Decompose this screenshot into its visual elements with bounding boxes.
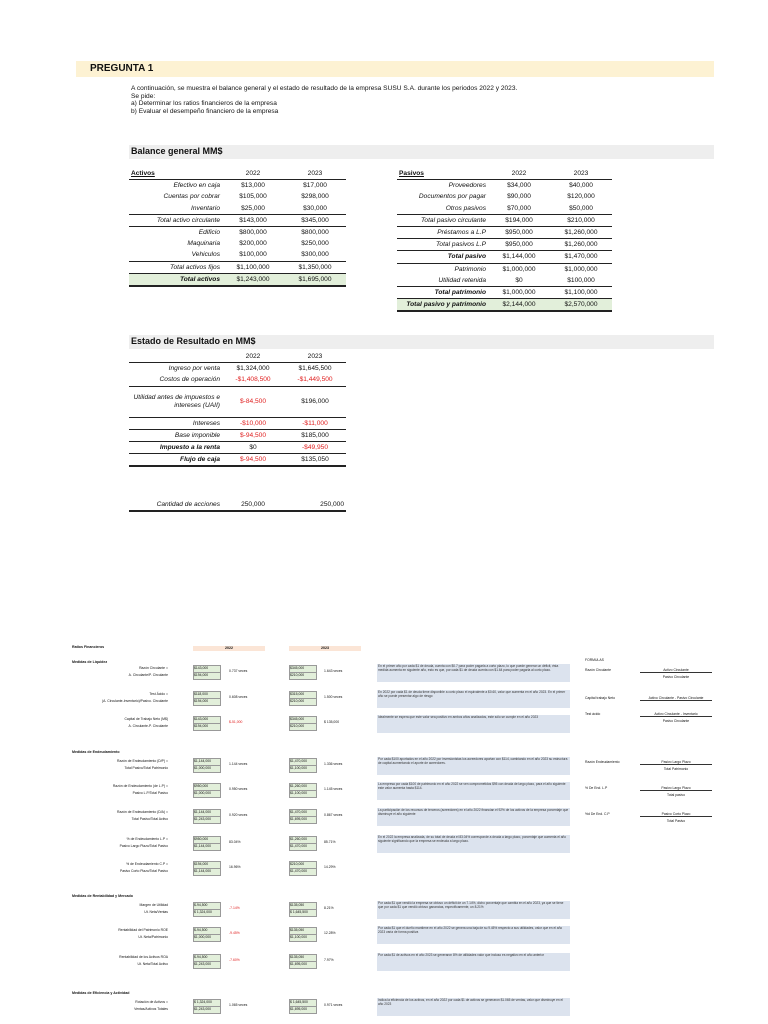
pasivos-label: Pasivos	[397, 168, 488, 180]
ratio-2023-result: 1.643 veces	[324, 669, 343, 673]
value-2023: $196,000	[284, 386, 346, 417]
row-label: Cantidad de acciones	[129, 499, 222, 511]
ratio-note: Idealmente se espera que este valor sea positivo en ambos años analizados, este sólo se cumple en el año 2023	[377, 715, 570, 733]
pasivos-row	[397, 180, 612, 192]
row-label: Total pasivo	[397, 251, 488, 263]
value-2022: $143,000	[222, 214, 284, 226]
ratio-note: La empresa por cada $100 de patrimonio en el año 2022 se ven comprometidos $95 con deuda de largo plazo, para el año siguiente este valor aumenta hasta $114.	[377, 782, 570, 800]
resultado-row	[129, 429, 346, 441]
value-2022: $1,000,000	[502, 265, 536, 273]
value-2022: $100,000	[222, 249, 284, 261]
ratio-2023-result: 1.145 veces	[324, 787, 343, 791]
ratio-2023-den: $1,100,000	[289, 934, 317, 942]
resultado-row	[129, 363, 346, 375]
row-label: Total pasivo circulante	[397, 214, 488, 226]
ratio-2022-num: $950,000	[193, 783, 221, 791]
formula-denominator: Pasivo Circulante	[662, 719, 690, 723]
ratio-2022-den: $1,144,000	[193, 843, 221, 851]
value-2023: $1,260,000	[550, 226, 612, 238]
ratio-section-title: Medidas de Liquidez	[72, 660, 108, 664]
formula-name: Razón Circulante	[585, 668, 612, 672]
ratio-section-title: Medidas de Eficiencia y Actividad	[72, 991, 130, 995]
row-label: Utilidad retenida	[397, 275, 488, 287]
row-label: Préstamos a L.P	[397, 226, 488, 238]
ratio-2023-num: $1,470,000	[289, 758, 317, 766]
resultado-row	[129, 441, 346, 453]
value-2023: -$1,449,500	[284, 374, 346, 386]
pasivos-table	[397, 168, 612, 312]
value-2023: $1,470,000	[550, 251, 612, 263]
ratio-2023-den: $210,000	[289, 698, 317, 706]
row-label: Base imponible	[129, 429, 222, 441]
value-2022: $0	[222, 441, 284, 453]
value-2023: $1,695,000	[284, 273, 346, 286]
value-2023: $135,050	[284, 454, 346, 467]
value-2023: $30,000	[284, 203, 346, 215]
value-2022: $70,000	[488, 203, 550, 215]
ratio-2022-result: 0.608 veces	[229, 695, 248, 699]
ratios-year-2023: 2023	[289, 646, 361, 651]
ratio-2023-result: 0.971 veces	[324, 1003, 343, 1007]
value-2023: $345,000	[284, 214, 346, 226]
ratio-2022-num: $1,144,000	[193, 758, 221, 766]
row-label: Proveedores	[448, 182, 486, 190]
value-2022: $194,000	[488, 214, 550, 226]
formula-denominator: Total Patrimonio	[663, 767, 689, 771]
ratio-label: Capital de Trabajo Neto (M$)	[124, 717, 168, 721]
value-2023: $1,260,000	[550, 239, 612, 251]
ratio-2023-num: $345,000	[289, 665, 317, 673]
activos-row	[129, 191, 346, 202]
ratio-note: Por cada $1 de activos en el año 2023 se generaron 8% de utilidades valor que incluso es negativo en el año anterior	[377, 953, 570, 971]
row-label: Ingreso por venta	[168, 365, 220, 373]
ratio-2023-den: $1,470,000	[289, 843, 317, 851]
pasivos-row	[397, 226, 612, 238]
ratio-2022-result: 0.950 veces	[229, 787, 248, 791]
value-2022: $13,000	[241, 182, 265, 190]
ratio-2023-result: 7.97%	[324, 958, 334, 962]
ratio-note: Por cada $1 que el dueño mantiene en el año 2022 se genera una baja de su 9.45% respecto a sus utilidades, valor que en el año 2023 varía de forma positiva	[377, 926, 570, 944]
ratio-2023-result: 14.29%	[324, 865, 336, 869]
activos-row	[129, 203, 346, 215]
ratio-2023-num: $135,050	[289, 927, 317, 935]
ratio-note: En el primer año por cada $1 de deuda, cuenta con $0.7 para poder pagarla a corto plazo, lo que puede generar un déficit, ésta medida aumenta en siguiente año, esto es que, por cada $1 de deuda cuenta con $1.64 para poder pagarla al corto plazo.	[377, 664, 570, 682]
resultado-row	[129, 374, 346, 386]
activos-row	[129, 238, 346, 249]
ratio-2022-num: $143,000	[193, 716, 221, 724]
formula-numerator: Activo Circulante - Inventario	[640, 712, 712, 717]
value-2022: $1,000,000	[488, 286, 550, 298]
formula-numerator: Pasivo Largo Plazo	[640, 760, 712, 765]
ratio-2022-result: -7.60%	[229, 958, 240, 962]
ratio-formula: Ut. Neta/Total Activo	[137, 962, 168, 966]
ratios-title: Ratios Financieros	[72, 645, 105, 649]
value-2023: $40,000	[569, 182, 593, 190]
ratio-2022-num: $118,000	[193, 691, 221, 699]
row-label: Total activo circulante	[129, 214, 222, 226]
ratio-2023-den: $210,000	[289, 672, 317, 680]
row-label: Utilidad antes de impuestos e intereses (UAII)	[129, 386, 222, 417]
formula-numerator: Activo Circulante - Pasivo Circulante	[640, 696, 712, 701]
row-label: Intereses	[129, 417, 222, 429]
intro-line: Se pide:	[131, 92, 156, 100]
ratio-formula: Pasivo Corto Plazo/Total Pasivo	[119, 869, 168, 873]
ratio-label: Rentabilidad del Patrimonio ROE	[118, 928, 168, 932]
value-2023: -$49,950	[284, 441, 346, 453]
ratio-2022-result: $-51,000	[229, 720, 243, 724]
intro-line: a) Determinar los ratios financieros de la empresa	[131, 100, 277, 108]
ratio-2023-den: $ 1,645,500	[289, 909, 317, 917]
ratio-2023-result: 85.71%	[324, 840, 336, 844]
row-label: Vehiculos	[129, 249, 222, 261]
activos-label: Activos	[129, 168, 222, 180]
ratio-formula: Ut. Neta/Patrimonio	[138, 935, 168, 939]
pasivos-row	[397, 286, 612, 298]
value-2022: $2,144,000	[488, 299, 550, 312]
value-2023: -$11,000	[284, 417, 346, 429]
ratio-2023-num: $1,470,000	[289, 809, 317, 817]
ratio-2022-den: $194,000	[193, 698, 221, 706]
row-label: Edificio	[198, 229, 220, 237]
value-2023: $800,000	[301, 229, 329, 237]
value-2023: 250,000	[284, 499, 346, 511]
pasivos-header-row	[397, 168, 612, 180]
ratio-section-title: Medidas de Rentabilidad y Mercado	[72, 894, 133, 898]
row-label: Total pasivo y patrimonio	[397, 299, 488, 312]
ratio-2022-den: $1,243,000	[193, 816, 221, 824]
ratio-2023-num: $1,260,000	[289, 783, 317, 791]
formula-name: % De End. L.P	[585, 786, 608, 790]
row-label: Documentos por pagar	[418, 193, 486, 201]
ratio-2022-den: $1,144,000	[193, 868, 221, 876]
formula-name: Razón Endeudamiento	[585, 760, 620, 764]
ratio-2023-result: 1.336 veces	[324, 762, 343, 766]
ratio-2022-num: $-94,500	[193, 902, 221, 910]
value-2023: $100,000	[550, 275, 612, 287]
acciones-row	[129, 499, 346, 511]
resultado-row	[129, 454, 346, 467]
formula-denominator: Total Pasivo	[666, 819, 686, 823]
value-2022: $90,000	[507, 193, 531, 201]
value-2022: $1,100,000	[222, 261, 284, 273]
ratio-formula: Pasivo Largo Plazo/Total Pasivo	[119, 844, 168, 848]
ratio-2023-den: $210,000	[289, 723, 317, 731]
ratio-label: Margen de Utilidad	[139, 903, 168, 907]
value-2023: $1,350,000	[284, 261, 346, 273]
value-2023: $2,570,000	[550, 299, 612, 312]
formula-denominator: Pasivo Circulante	[662, 675, 690, 679]
intro-line: A continuación, se muestra el balance general y el estado de resultado de la empresa SUSU S.A. durante los periodos 2022 y 2023.	[131, 85, 518, 92]
value-2023: $17,000	[303, 182, 327, 190]
activos-header-row	[129, 168, 346, 180]
pasivos-row	[397, 275, 612, 287]
value-2022: $200,000	[239, 240, 267, 248]
resultado-header-row	[129, 351, 346, 363]
activos-row	[129, 180, 346, 192]
value-2023: $185,000	[284, 429, 346, 441]
value-2022: $950,000	[488, 226, 550, 238]
activos-row	[129, 261, 346, 273]
ratio-2023-den: $1,470,000	[289, 868, 317, 876]
resultado-row	[129, 386, 346, 417]
ratio-2022-num: $-94,500	[193, 927, 221, 935]
row-label: Inventario	[129, 203, 222, 215]
ratio-label: Rentabilidad de los Activos ROA	[119, 955, 168, 959]
row-label: Costos de operación	[129, 374, 222, 386]
ratio-label: % de Endeudamiento C.P =	[126, 862, 168, 866]
formula-name: Test ácido	[585, 712, 601, 716]
ratio-2022-result: -9.45%	[229, 931, 240, 935]
ratio-formula: A. Circulante/P. Circulante	[128, 673, 168, 677]
ratio-2022-result: 1.065 veces	[229, 1003, 248, 1007]
ratio-formula: A. Circulante-P. Circulante	[128, 724, 168, 728]
ratio-2022-den: $1,243,000	[193, 1006, 221, 1014]
value-2023: $300,000	[284, 249, 346, 261]
value-2022: 250,000	[222, 499, 284, 511]
row-label: Impuesto a la renta	[129, 441, 222, 453]
activos-row	[129, 226, 346, 238]
acciones-table	[129, 499, 346, 512]
ratio-note: Por cada $1 que vendió la empresa se obtuvo un déficit de un 7.14%, dicho porcentaje que cambia en el año 2023, ya que se tiene que por cada $1 que vendió obtuvo ganancias, específicamente, un 8.21%	[377, 901, 570, 919]
ratio-2023-num: $210,000	[289, 861, 317, 869]
ratio-2022-num: $ 1,324,000	[193, 999, 221, 1007]
year-header: 2023	[284, 351, 346, 363]
pasivos-row	[397, 263, 612, 275]
value-2022: $34,000	[507, 182, 531, 190]
ratio-2022-den: $ 1,324,000	[193, 909, 221, 917]
pasivos-row	[397, 203, 612, 215]
ratio-2022-den: $194,000	[193, 672, 221, 680]
ratio-2023-den: $1,695,000	[289, 816, 317, 824]
ratio-2023-num: $135,050	[289, 902, 317, 910]
ratios-year-2022: 2022	[193, 646, 265, 651]
value-2022: $1,243,000	[222, 273, 284, 286]
ratio-formula: Ventas/Activos Totales	[134, 1007, 168, 1011]
value-2022: -$10,000	[222, 417, 284, 429]
ratio-2022-result: -7.14%	[229, 906, 240, 910]
ratio-2022-result: 0.920 veces	[229, 813, 248, 817]
ratio-2022-den: $1,000,000	[193, 790, 221, 798]
value-2022: $25,000	[222, 203, 284, 215]
row-label: Total activos	[129, 273, 222, 286]
activos-total-row	[129, 273, 346, 286]
row-label: Total activos fijos	[129, 261, 222, 273]
ratio-2022-num: $950,000	[193, 836, 221, 844]
ratio-2023-num: $1,260,000	[289, 836, 317, 844]
year-header: 2023	[550, 168, 612, 180]
ratio-2022-num: $194,000	[193, 861, 221, 869]
ratio-formula: Total Pasivo/Total Patrimonio	[124, 766, 168, 770]
ratio-2022-result: 1.144 veces	[229, 762, 248, 766]
ratio-2023-num: $ 1,645,500	[289, 999, 317, 1007]
empty-cell	[129, 351, 222, 363]
ratio-label: Razón de Endeudamiento (de L.P) =	[112, 784, 168, 788]
value-2022: $950,000	[488, 239, 550, 251]
resultado-section-header	[129, 335, 714, 349]
activos-row	[129, 249, 346, 261]
ratio-2022-den: $1,000,000	[193, 765, 221, 773]
activos-row	[129, 214, 346, 226]
row-label: Otros pasivos	[397, 203, 488, 215]
row-label: Total pasivos L.P	[397, 239, 488, 251]
value-2023: $1,100,000	[550, 286, 612, 298]
ratio-label: Test Ácido =	[149, 692, 168, 696]
ratio-section-title: Medidas de Endeudamiento	[72, 750, 120, 754]
resultado-row	[129, 417, 346, 429]
value-2022: $1,144,000	[488, 251, 550, 263]
ratio-2022-result: 16.96%	[229, 865, 241, 869]
value-2022: $-94,500	[222, 454, 284, 467]
ratio-formula: Total Pasivo/Total Activo	[131, 817, 168, 821]
value-2022: $105,000	[239, 193, 267, 201]
activos-table	[129, 168, 346, 287]
ratio-2022-den: $194,000	[193, 723, 221, 731]
pasivos-row	[397, 191, 612, 202]
row-label: Maquinaria	[187, 240, 220, 248]
value-2023: $50,000	[550, 203, 612, 215]
intro-text	[131, 85, 517, 115]
ratio-2022-result: 83.04%	[229, 840, 241, 844]
row-label: Total patrimonio	[397, 286, 488, 298]
year-header: 2023	[284, 168, 346, 180]
ratio-2022-den: $1,000,000	[193, 934, 221, 942]
pasivos-row	[397, 239, 612, 251]
ratio-2022-result: 0.737 veces	[229, 669, 248, 673]
ratio-formula: Pasivo L.P/Total Pasivo	[132, 791, 168, 795]
ratio-label: Razón Circulante =	[139, 666, 168, 670]
ratio-note: En 2022 por cada $1 de deuda tiene disponible a corto plazo el equivalente a $0.60, valor que aumenta en el año 2023. En el primer año se puede presentar algo de riesgo	[377, 690, 570, 708]
value-2023: $250,000	[301, 240, 329, 248]
value-2022: $-94,500	[222, 429, 284, 441]
ratio-2023-result: 12.28%	[324, 931, 336, 935]
intro-line: b) Evaluar el desempeño financiero de la empresa	[131, 107, 279, 115]
row-label: Cuentas por cobrar	[163, 193, 220, 201]
value-2023: $1,000,000	[564, 265, 598, 273]
formulas-label: FORMULAS	[585, 658, 604, 662]
ratio-formula: Ut. Neta/Ventas	[144, 910, 168, 914]
balance-title: Balance general MM$	[131, 146, 223, 156]
ratio-2022-num: $143,000	[193, 665, 221, 673]
ratio-2023-den: $1,100,000	[289, 765, 317, 773]
ratio-2023-result: 0.867 veces	[324, 813, 343, 817]
formula-name: Capital trabajo Neto	[585, 696, 615, 700]
formula-numerator: Pasivo Corto Plazo	[640, 812, 712, 817]
year-header: 2022	[222, 168, 284, 180]
ratio-2022-num: $-94,500	[193, 954, 221, 962]
resultado-title: Estado de Resultado en MM$	[131, 336, 256, 346]
ratio-2023-num: $345,000	[289, 716, 317, 724]
balance-section-header	[129, 145, 714, 159]
ratio-2023-den: $1,695,000	[289, 1006, 317, 1014]
ratio-2022-den: $1,243,000	[193, 961, 221, 969]
value-2023: $298,000	[301, 193, 329, 201]
ratio-note: La participación de los recursos de terceros (acreedores) en el año 2022 financian el 92% de los activos de la empresa porcentaje que disminuye el año siguiente	[377, 808, 570, 826]
value-2022: -$1,408,500	[222, 374, 284, 386]
ratio-2023-result: 8.21%	[324, 906, 334, 910]
question-title: PREGUNTA 1	[90, 63, 154, 74]
ratio-formula: (A. Circulante-Inventario)/Pasivo. Circulante	[102, 699, 168, 703]
ratio-2022-num: $1,144,000	[193, 809, 221, 817]
ratio-2023-num: $135,050	[289, 954, 317, 962]
formula-name: %d De End. C.P	[585, 812, 610, 816]
year-header: 2022	[222, 351, 284, 363]
ratio-note: Por cada $100 aportados en el año 2022 por inversionistas los acreedores aportan con $114, cambiando en el año 2023 su estructura de capital aumentando el aporte de acreedores.	[377, 757, 570, 775]
value-2022: $1,324,000	[236, 365, 270, 373]
ratio-note: Indica la eficiencia de los activos, en el año 2022 por cada $1 de activos se generaron $1.065 de ventas, valor que disminuye en el año 2023	[377, 998, 570, 1016]
value-2023: $1,645,500	[298, 365, 332, 373]
pasivos-row	[397, 251, 612, 263]
value-2022: $800,000	[239, 229, 267, 237]
resultado-table	[129, 351, 346, 467]
value-2022: $0	[488, 275, 550, 287]
ratio-2023-num: $315,000	[289, 691, 317, 699]
formula-denominator: Total pasivo	[667, 793, 685, 797]
value-2022: $-84,500	[222, 386, 284, 417]
ratio-2023-den: $1,100,000	[289, 790, 317, 798]
year-header: 2022	[488, 168, 550, 180]
value-2023: $120,000	[567, 193, 595, 201]
value-2023: $210,000	[550, 214, 612, 226]
row-label: Efectivo en caja	[173, 182, 220, 190]
row-label: Flujo de caja	[129, 454, 222, 467]
formula-numerator: Activo Circulante	[640, 668, 712, 673]
row-label: Patrimonio	[454, 265, 486, 273]
ratio-label: Razón de Endeudamiento (D/P) =	[117, 759, 168, 763]
question-title-bar	[76, 61, 714, 77]
formula-numerator: Pasivo Largo Plazo	[640, 786, 712, 791]
ratio-2023-result: 1.500 veces	[324, 695, 343, 699]
ratio-2023-result: $ 135,000	[324, 720, 340, 724]
ratio-note: En el 2022 la empresa analizada, de su total de deuda el 83.04% corresponde a deuda a largo plazo, porcentaje que aumenta el año siguiente significando que la empresa se endeuda a largo plazo.	[377, 835, 570, 853]
ratio-label: Razón de Endeudamiento (D/A) =	[117, 810, 168, 814]
ratio-label: % de Endeudamiento L.P =	[126, 837, 168, 841]
ratio-2023-den: $1,695,000	[289, 961, 317, 969]
pasivos-total-row	[397, 299, 612, 312]
pasivos-row	[397, 214, 612, 226]
ratio-label: Rotación de Activos =	[135, 1000, 168, 1004]
